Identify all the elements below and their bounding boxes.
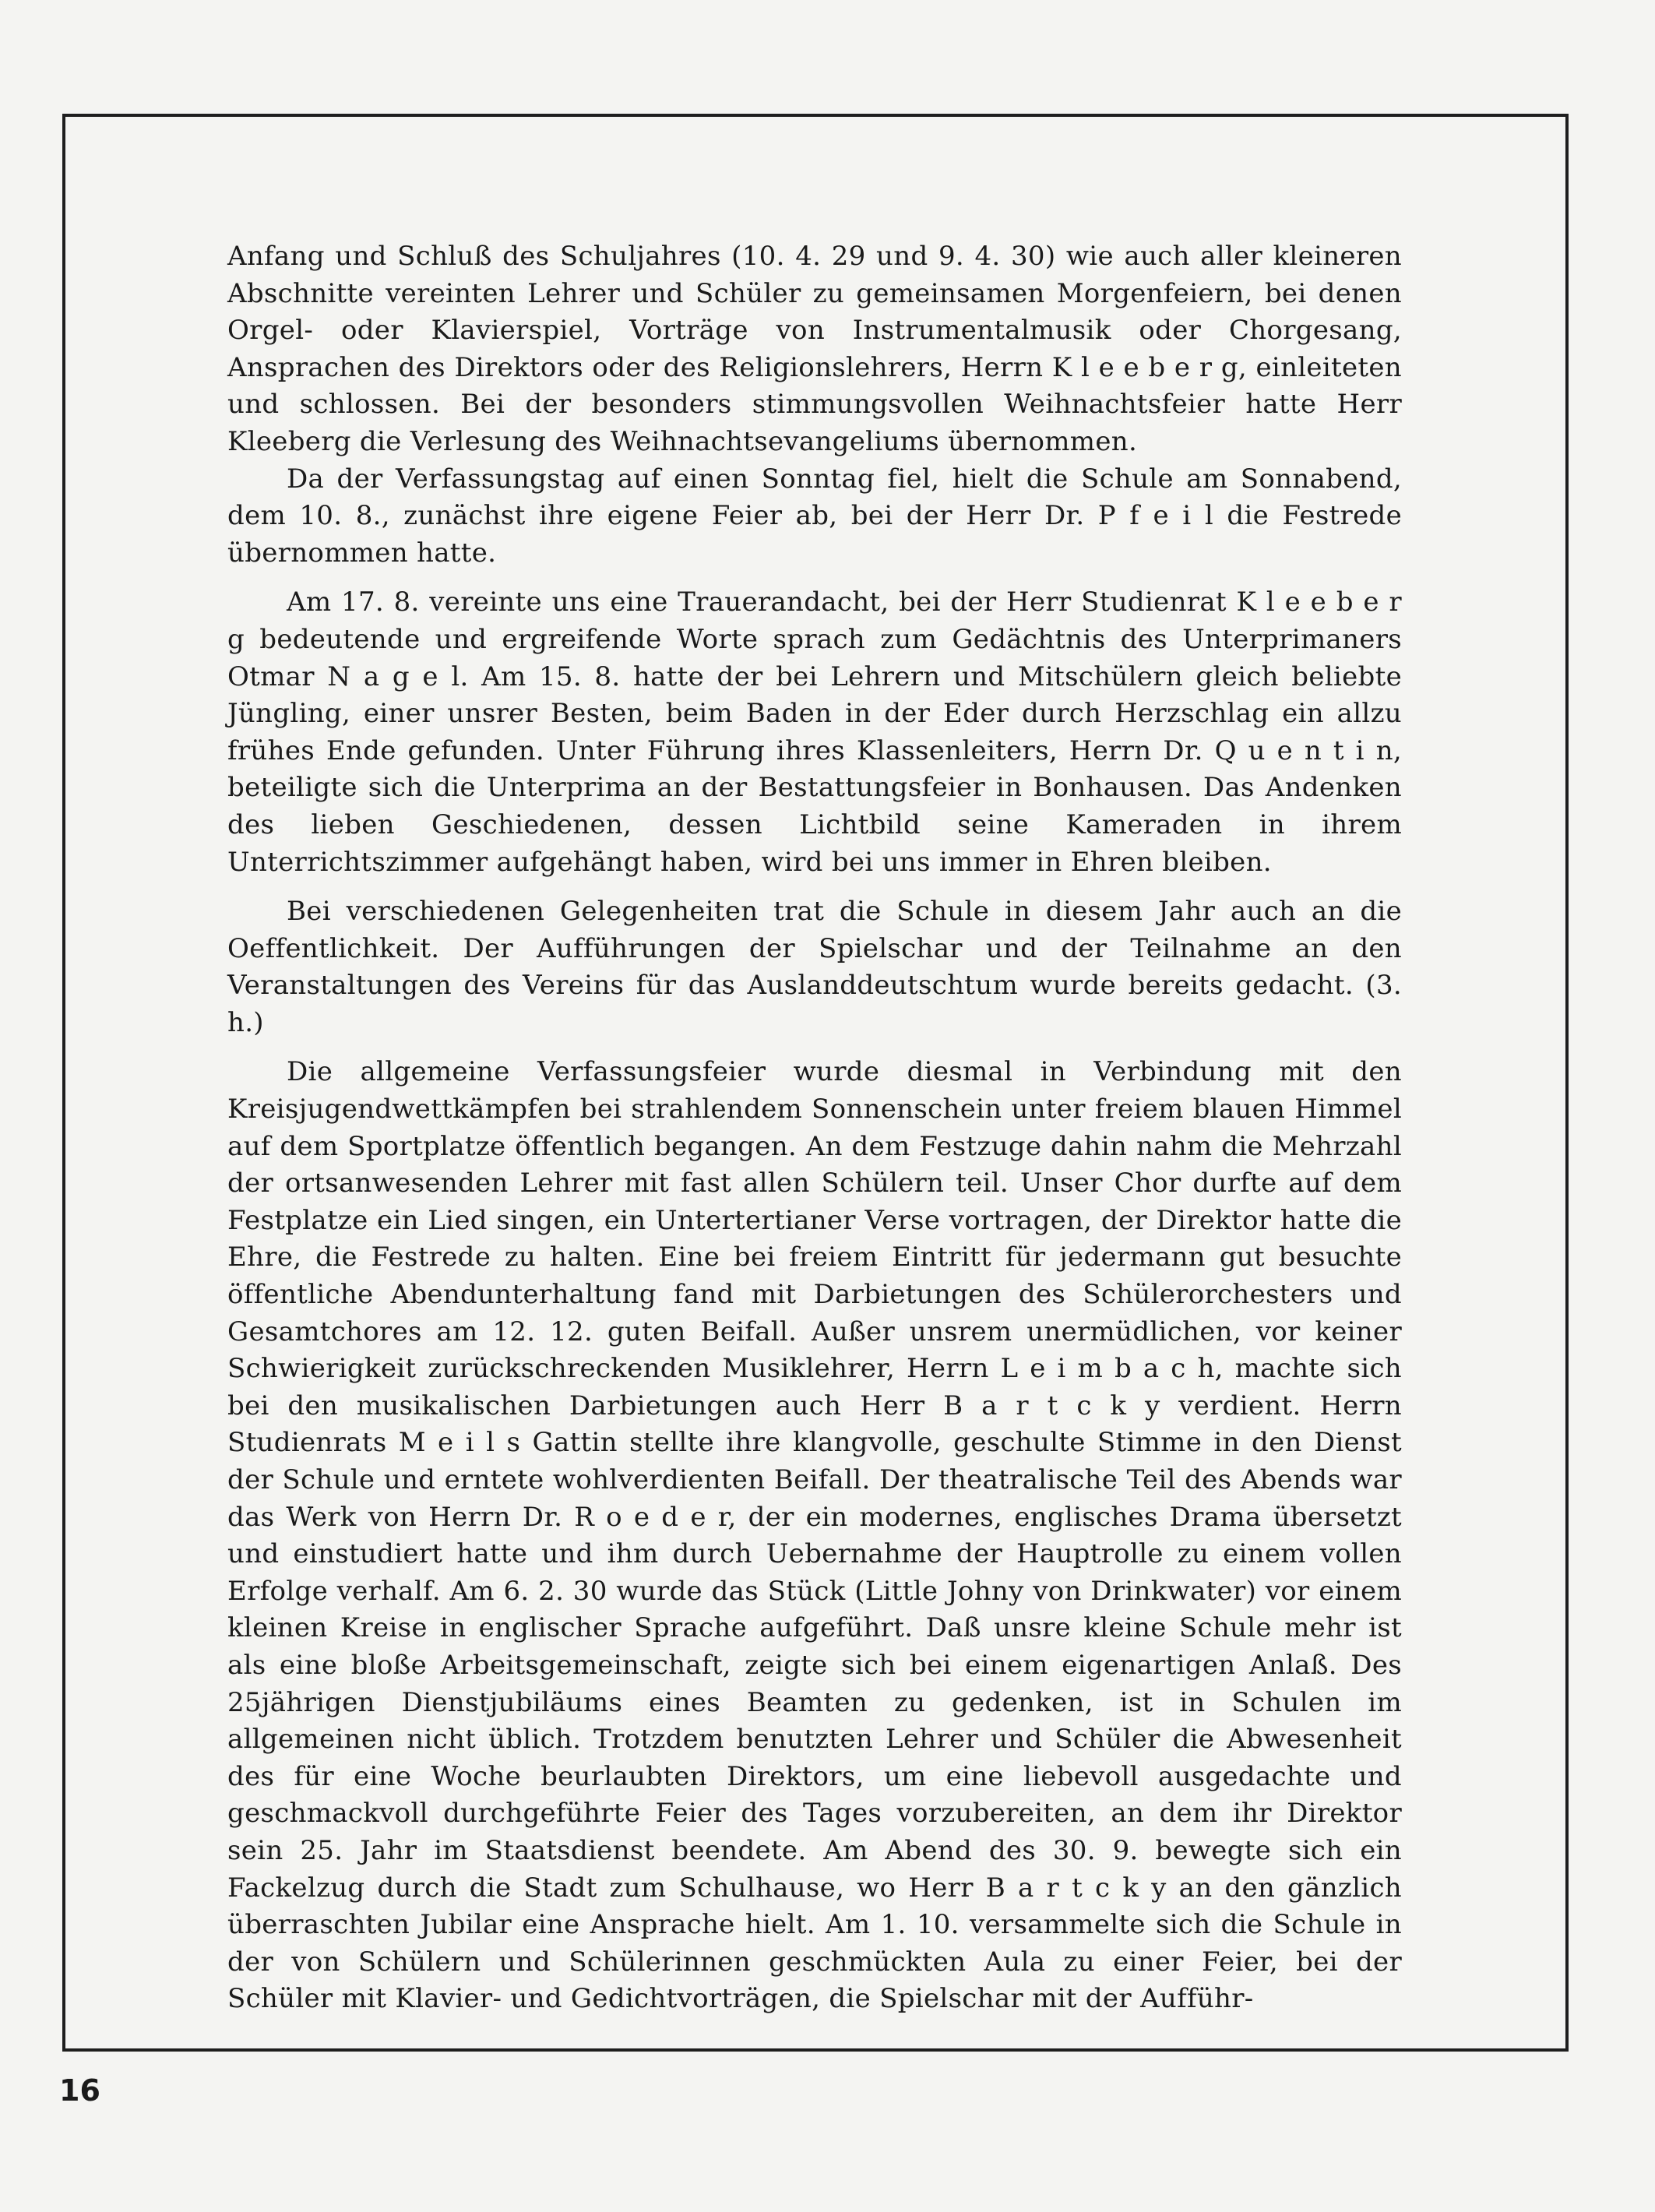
body-text [227,238,1402,2018]
paragraph-constitution-day: Da der Verfassungstag auf einen Sonntag fiel, hielt die Schule am Sonnabend, dem 10. 8., zunächst ihre eigene Feier ab, bei der Herr Dr. P f e i l die Festrede übernommen hatte. [227,463,1402,569]
paragraph-public-occasions: Bei verschiedenen Gelegenheiten trat die Schule in diesem Jahr auch an die Oeffentlichkeit. Der Aufführungen der Spielschar und der Teilnahme an den Veranstaltungen des Vereins für das Auslanddeutschtum wurde bereits gedacht. (3. h.) [227,896,1402,1038]
paragraph-morning-celebrations: Anfang und Schluß des Schuljahres (10. 4. 29 und 9. 4. 30) wie auch aller kleineren Abschnitte vereinten Lehrer und Schüler zu gemeinsamen Morgenfeiern, bei denen Orgel- oder Klavierspiel, Vorträge von Instrumentalmusik oder Chorgesang, Ansprachen des Direktors oder des Religionslehrers, Herrn K l e e b e r g, einleiteten und schlossen. Bei der besonders stimmungsvollen Weihnachtsfeier hatte Herr Kleeberg die Verlesung des Weihnachtsevangeliums übernommen. [227,241,1402,457]
paragraph-memorial-service: Am 17. 8. vereinte uns eine Trauerandacht, bei der Herr Studienrat K l e e b e r g bedeutende und ergreifende Worte sprach zum Gedächtnis des Unterprimaners Otmar N a g e l. Am 15. 8. hatte der bei Lehrern und Mitschülern gleich beliebte Jüngling, einer unsrer Besten, beim Baden in der Eder durch Herzschlag ein allzu frühes Ende gefunden. Unter Führung ihres Klassenleiters, Herrn Dr. Q u e n t i n, beteiligte sich die Unterprima an der Bestattungsfeier in Bonhausen. Das Andenken des lieben Geschiedenen, dessen Lichtbild seine Kameraden in ihrem Unterrichtszimmer aufgehängt haben, wird bei uns immer in Ehren bleiben. [227,586,1402,878]
page-number: 16 [59,2073,100,2108]
paragraph-constitution-celebration: Die allgemeine Verfassungsfeier wurde diesmal in Verbindung mit den Kreisjugendwettkämpfen bei strahlendem Sonnenschein unter freiem blauen Himmel auf dem Sportplatze öffentlich begangen. An dem Festzuge dahin nahm die Mehrzahl der ortsanwesenden Lehrer mit fast allen Schülern teil. Unser Chor durfte auf dem Festplatze ein Lied singen, ein Untertertianer Verse vortragen, der Direktor hatte die Ehre, die Festrede zu halten. Eine bei freiem Eintritt für jedermann gut besuchte öffentliche Abendunterhaltung fand mit Darbietungen des Schülerorchesters und Gesamtchores am 12. 12. guten Beifall. Außer unsrem unermüdlichen, vor keiner Schwierigkeit zurückschreckenden Musiklehrer, Herrn L e i m b a c h, machte sich bei den musikalischen Darbietungen auch Herr B a r t c k y verdient. Herrn Studienrats M e i l s Gattin stellte ihre klangvolle, geschulte Stimme in den Dienst der Schule und erntete wohlverdienten Beifall. Der theatralische Teil des Abends war das Werk von Herrn Dr. R o e d e r, der ein modernes, englisches Drama übersetzt und einstudiert hatte und ihm durch Uebernahme der Hauptrolle zu einem vollen Erfolge verhalf. Am 6. 2. 30 wurde das Stück (Little Johny von Drinkwater) vor einem kleinen Kreise in englischer Sprache aufgeführt. Daß unsre kleine Schule mehr ist als eine bloße Arbeitsgemeinschaft, zeigte sich bei einem eigenartigen Anlaß. Des 25jährigen Dienstjubiläums eines Beamten zu gedenken, ist in Schulen im allgemeinen nicht üblich. Trotzdem benutzten Lehrer und Schüler die Abwesenheit des für eine Woche beurlaubten Direktors, um eine liebevoll ausgedachte und geschmackvoll durchgeführte Feier des Tages vorzubereiten, an dem ihr Direktor sein 25. Jahr im Staatsdienst beendete. Am Abend des 30. 9. bewegte sich ein Fackelzug durch die Stadt zum Schulhause, wo Herr B a r t c k y an den gänzlich überraschten Jubilar eine Ansprache hielt. Am 1. 10. versammelte sich die Schule in der von Schülern und Schülerinnen geschmückten Aula zu einer Feier, bei der Schüler mit Klavier- und Gedichtvorträgen, die Spielschar mit der Aufführ- [227,1056,1402,2015]
